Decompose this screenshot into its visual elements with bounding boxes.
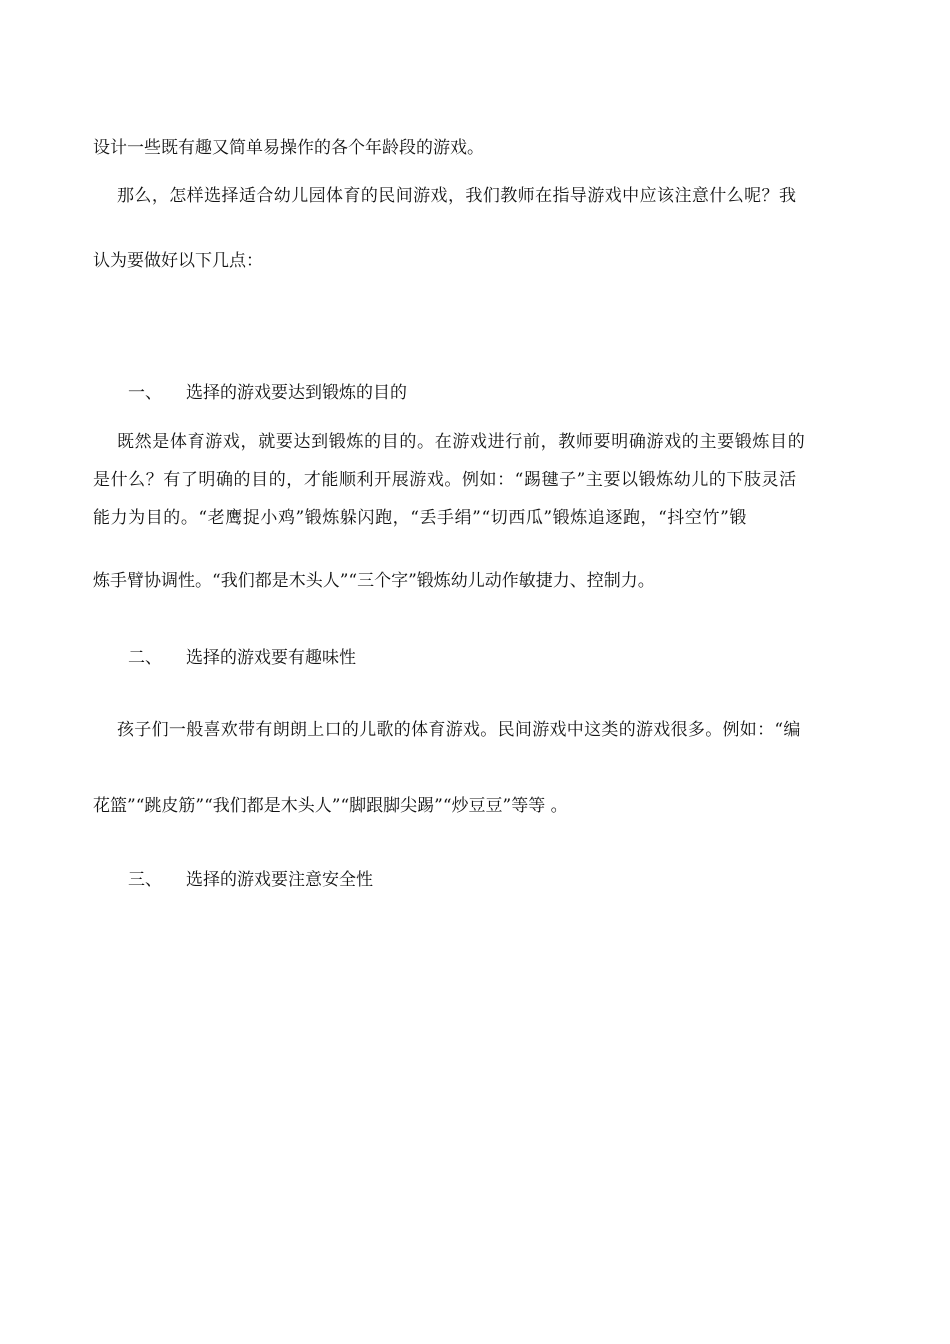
- section-1-paragraph-line-4: 炼手臂协调性。“我们都是木头人”“三个字”锻炼幼儿动作敏捷力、控制力。: [93, 571, 655, 591]
- section-1-paragraph-line-2: 是什么？有了明确的目的，才能顺利开展游戏。例如：“踢毽子”主要以锻炼幼儿的下肢灵活: [93, 470, 797, 490]
- section-1-heading: [128, 385, 407, 402]
- section-1-title: 选择的游戏要达到锻炼的目的: [186, 383, 407, 403]
- section-2-heading: [128, 650, 356, 667]
- section-1-paragraph-line-3: 能力为目的。“老鹰捉小鸡”锻炼躲闪跑，“丢手绢”“切西瓜”锻炼追逐跑，“抖空竹”锻: [93, 508, 747, 528]
- section-3-number: 三、: [128, 870, 162, 890]
- section-1-paragraph-line-1: 既然是体育游戏，就要达到锻炼的目的。在游戏进行前，教师要明确游戏的主要锻炼目的: [117, 432, 806, 452]
- section-2-paragraph-line-1: 孩子们一般喜欢带有朗朗上口的儿歌的体育游戏。民间游戏中这类的游戏很多。例如：“编: [117, 720, 801, 740]
- section-2-number: 二、: [128, 648, 162, 668]
- intro-paragraph-line-1: 设计一些既有趣又简单易操作的各个年龄段的游戏。: [93, 138, 484, 158]
- section-2-title: 选择的游戏要有趣味性: [186, 648, 356, 668]
- section-1-number: 一、: [128, 383, 162, 403]
- section-2-paragraph-line-2: 花篮”“跳皮筋”“我们都是木头人”“脚跟脚尖踢”“炒豆豆”等等 。: [93, 796, 568, 816]
- intro-paragraph-line-3: 认为要做好以下几点：: [93, 251, 263, 271]
- section-3-heading: [128, 872, 373, 889]
- section-3-title: 选择的游戏要注意安全性: [186, 870, 373, 890]
- intro-paragraph-line-2: 那么，怎样选择适合幼儿园体育的民间游戏，我们教师在指导游戏中应该注意什么呢？我: [117, 186, 797, 206]
